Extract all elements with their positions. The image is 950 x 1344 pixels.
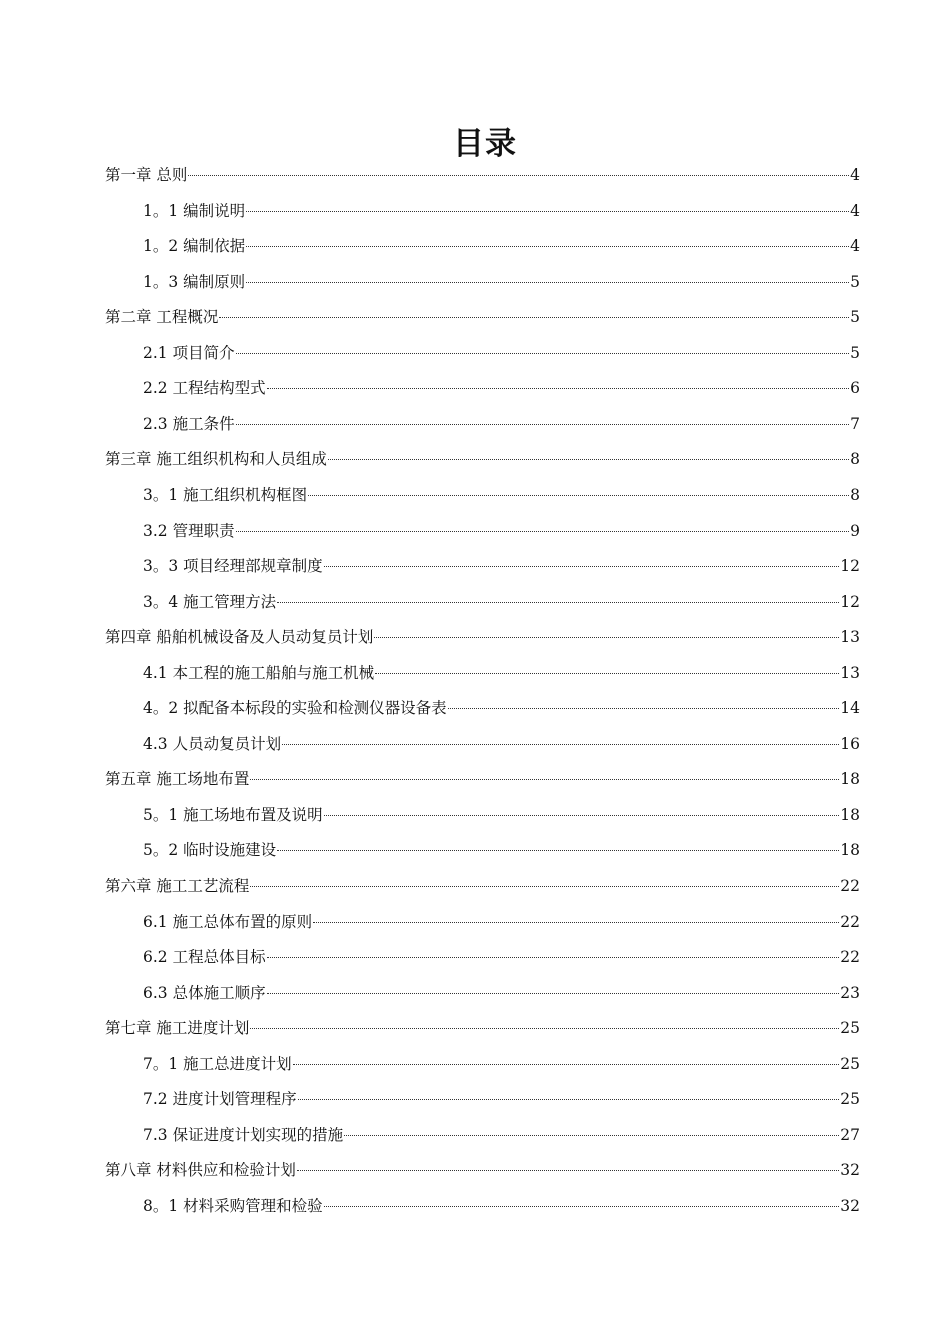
dot-leader [236,424,850,425]
toc-entry-page-number: 12 [840,557,860,576]
toc-entry[interactable] [143,660,860,686]
toc-entry[interactable] [143,482,860,508]
dot-leader [298,1099,840,1100]
toc-entry-label: 3。4 施工管理方法 [143,592,277,611]
toc-title: 目录 [453,125,517,162]
dot-leader [250,1028,839,1029]
toc-entry-label: 第二章 工程概况 [105,308,219,327]
dot-leader [236,353,850,354]
toc-entry-page-number: 25 [840,1019,860,1038]
dot-leader [324,1206,840,1207]
toc-entry[interactable] [143,198,860,224]
dot-leader [250,886,839,887]
toc-entry-page-number: 5 [850,308,860,327]
dot-leader [236,531,850,532]
toc-entry-page-number: 6 [850,379,860,398]
dot-leader [246,246,849,247]
toc-entry-label: 2.2 工程结构型式 [143,379,266,398]
toc-entry-page-number: 16 [840,734,860,753]
toc-entry-label: 6.2 工程总体目标 [143,948,266,967]
toc-entry-page-number: 18 [840,841,860,860]
dot-leader [267,957,840,958]
toc-entry-page-number: 25 [840,1090,860,1109]
toc-entry[interactable] [105,873,860,899]
dot-leader [219,317,849,318]
dot-leader [277,602,839,603]
toc-entry-page-number: 5 [850,272,860,291]
toc-entry-page-number: 18 [840,770,860,789]
dot-leader [267,993,840,994]
toc-entry[interactable] [143,1122,860,1148]
dot-leader [246,211,849,212]
toc-entry-label: 4。2 拟配备本标段的实验和检测仪器设备表 [143,699,447,718]
toc-entry-label: 6.3 总体施工顺序 [143,983,266,1002]
toc-entry[interactable] [143,553,860,579]
dot-leader [324,815,840,816]
toc-entry-label: 6.1 施工总体布置的原则 [143,912,313,931]
toc-entry-page-number: 18 [840,805,860,824]
toc-entry[interactable] [105,162,860,188]
toc-entry[interactable] [143,411,860,437]
toc-entry-page-number: 25 [840,1054,860,1073]
toc-entry-label: 第八章 材料供应和检验计划 [105,1161,296,1180]
dot-leader [448,708,840,709]
toc-entry-page-number: 8 [850,485,860,504]
toc-entry-label: 3.2 管理职责 [143,521,235,540]
toc-entry[interactable] [143,695,860,721]
toc-entry[interactable] [143,837,860,863]
dot-leader [328,459,849,460]
dot-leader [277,850,839,851]
toc-entry-page-number: 13 [840,663,860,682]
dot-leader [344,1135,839,1136]
toc-entry-label: 1。1 编制说明 [143,201,246,220]
toc-entry[interactable] [105,304,860,330]
toc-entry-page-number: 32 [840,1161,860,1180]
toc-entry-page-number: 32 [840,1196,860,1215]
toc-entry-page-number: 13 [840,628,860,647]
toc-entry[interactable] [105,766,860,792]
toc-entry-page-number: 22 [840,948,860,967]
toc-entry-label: 第七章 施工进度计划 [105,1019,250,1038]
toc-entry-label: 2.1 项目简介 [143,343,235,362]
toc-entry-label: 1。3 编制原则 [143,272,246,291]
toc-entry-label: 1。2 编制依据 [143,237,246,256]
toc-entry[interactable] [143,1051,860,1077]
toc-entry-page-number: 22 [840,877,860,895]
toc-entry-page-number: 23 [840,983,860,1002]
toc-entry-page-number: 4 [850,201,860,220]
toc-entry-page-number: 9 [850,521,860,540]
toc-entry[interactable] [143,1193,860,1219]
toc-entry-page-number: 8 [850,450,860,469]
dot-leader [293,1064,840,1065]
toc-entry-page-number: 22 [840,912,860,931]
toc-entry-page-number: 12 [840,592,860,611]
dot-leader [250,779,839,780]
dot-leader [282,744,839,745]
toc-entry[interactable] [143,980,860,1006]
dot-leader [313,922,839,923]
toc-entry[interactable] [143,1086,860,1112]
dot-leader [188,175,849,176]
toc-entry-label: 4.1 本工程的施工船舶与施工机械 [143,663,375,682]
toc-entry[interactable] [143,909,860,935]
toc-entry[interactable] [143,233,860,259]
toc-entry-page-number: 4 [850,166,860,184]
toc-entry-label: 3。1 施工组织机构框图 [143,485,308,504]
toc-entry-label: 5。1 施工场地布置及说明 [143,805,323,824]
dot-leader [267,388,850,389]
dot-leader [374,637,839,638]
dot-leader [375,673,839,674]
toc-entry-page-number: 14 [840,699,860,718]
toc-entry-page-number: 27 [840,1125,860,1144]
toc-entry-label: 2.3 施工条件 [143,414,235,433]
toc-entry[interactable] [105,446,860,472]
toc-entry-label: 7.3 保证进度计划实现的措施 [143,1125,344,1144]
toc-entry[interactable] [143,802,860,828]
toc-entry-page-number: 4 [850,237,860,256]
dot-leader [308,495,849,496]
toc-entry[interactable] [143,518,860,544]
toc-entry-label: 8。1 材料采购管理和检验 [143,1196,323,1215]
toc-entry-page-number: 7 [850,414,860,433]
toc-entry-label: 第三章 施工组织机构和人员组成 [105,450,327,469]
dot-leader [324,566,840,567]
toc-entry-label: 3。3 项目经理部规章制度 [143,557,323,576]
toc-entry-label: 第四章 船舶机械设备及人员动复员计划 [105,628,374,647]
toc-entry[interactable] [143,340,860,366]
toc-entry[interactable] [143,375,860,401]
toc-entry[interactable] [143,731,860,757]
toc-entry-label: 4.3 人员动复员计划 [143,734,282,753]
toc-entry[interactable] [143,269,860,295]
toc-entry-page-number: 5 [850,343,860,362]
toc-entry-label: 7.2 进度计划管理程序 [143,1090,297,1109]
toc-entry-label: 第五章 施工场地布置 [105,770,250,789]
toc-entry[interactable] [105,1015,860,1041]
dot-leader [246,282,849,283]
toc-entry-label: 第一章 总则 [105,166,188,184]
toc-entry[interactable] [105,624,860,650]
toc-entry-label: 7。1 施工总进度计划 [143,1054,292,1073]
toc-entry[interactable] [143,944,860,970]
toc-entry[interactable] [105,1157,860,1183]
toc-entry[interactable] [143,589,860,615]
toc-entry-label: 5。2 临时设施建设 [143,841,277,860]
dot-leader [297,1170,839,1171]
toc-entry-label: 第六章 施工工艺流程 [105,877,250,895]
